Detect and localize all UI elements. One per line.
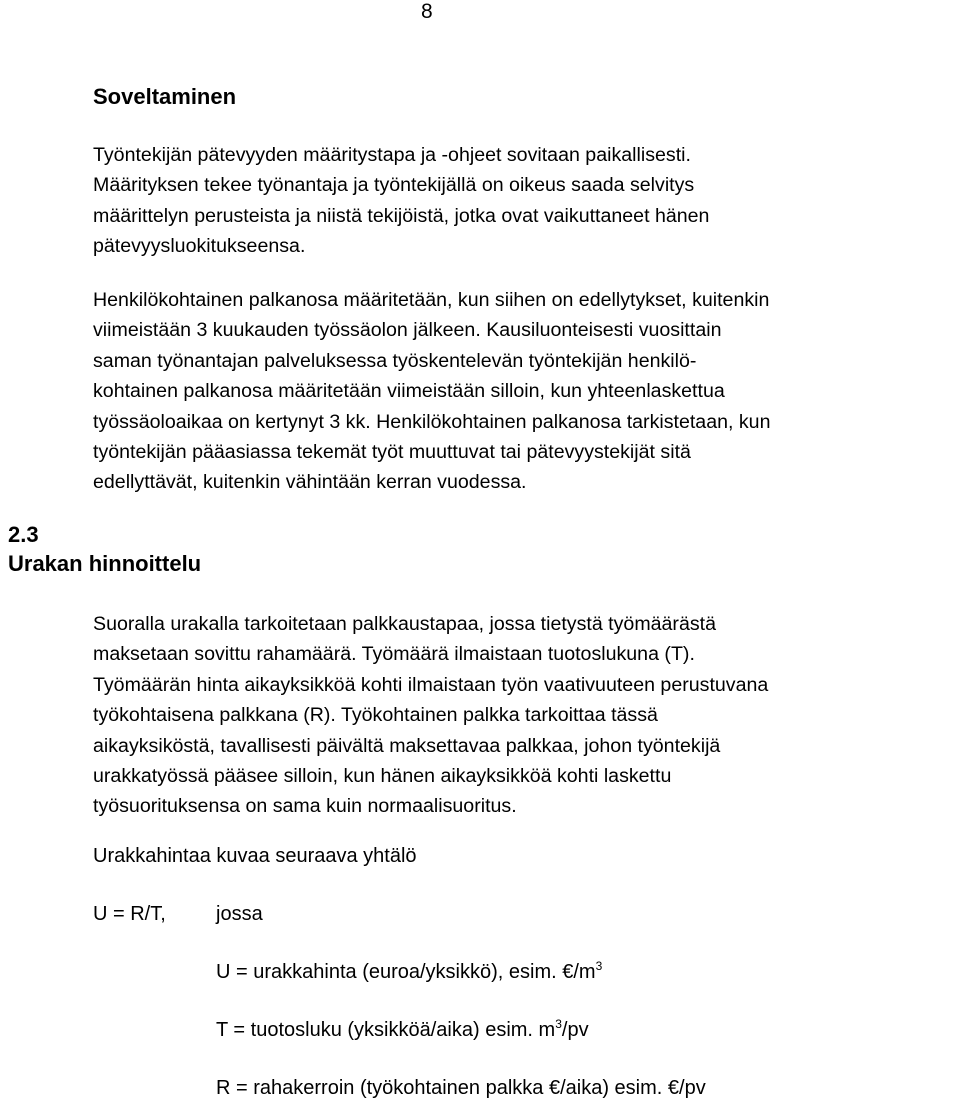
superscript: 3	[555, 1017, 562, 1031]
definition-t	[216, 1019, 589, 1042]
section-title: Urakan hinnoittelu	[8, 551, 202, 576]
text-line: työkohtaisena palkkana (R). Työkohtainen palkka tarkoittaa tässä	[93, 704, 658, 727]
formula: U = R/T,	[93, 903, 166, 925]
text-line: työssäoloaikaa on kertynyt 3 kk. Henkilökohtainen palkanosa tarkistetaan, kun	[93, 410, 771, 433]
text-line: aikayksiköstä, tavallisesti päivältä maksettavaa palkkaa, johon työntekijä	[93, 734, 721, 757]
definition-r: R = rahakerroin (työkohtainen palkka €/aika) esim. €/pv	[216, 1077, 706, 1099]
text-line: työsuorituksensa on sama kuin normaalisuoritus.	[93, 795, 517, 818]
text-line: Määrityksen tekee työnantaja ja työntekijällä on oikeus saada selvitys	[93, 174, 695, 197]
text-line: saman työnantajan palveluksessa työskentelevän työntekijän henkilö-	[93, 349, 697, 372]
paragraph-maaritys	[93, 140, 709, 262]
text-line: Työmäärän hinta aikayksikköä kohti ilmaistaan työn vaativuuteen perustuvana	[93, 673, 769, 696]
text-line: viimeistään 3 kuukauden työssäolon jälkeen. Kausiluonteisesti vuosittain	[93, 319, 722, 342]
formula-intro: Urakkahintaa kuvaa seuraava yhtälö	[93, 845, 417, 867]
formula-suffix: jossa	[216, 903, 263, 925]
paragraph-suora-urakka	[93, 609, 768, 822]
text-line: edellyttävät, kuitenkin vähintään kerran vuodessa.	[93, 471, 527, 494]
text-line: Työntekijän pätevyyden määritystapa ja -ohjeet sovitaan paikallisesti.	[93, 144, 691, 166]
text-line: pätevyysluokitukseensa.	[93, 235, 306, 258]
text-line: maksetaan sovittu rahamäärä. Työmäärä ilmaistaan tuotoslukuna (T).	[93, 643, 695, 666]
text-line: työntekijän pääasiassa tekemät työt muuttuvat tai pätevyystekijät sitä	[93, 441, 691, 464]
text-line: määrittelyn perusteista ja niistä tekijöistä, jotka ovat vaikuttaneet hänen	[93, 204, 710, 227]
text-line: urakkatyössä pääsee silloin, kun hänen aikayksikköä kohti laskettu	[93, 765, 672, 788]
text-line: kohtainen palkanosa määritetään viimeistään silloin, kun yhteenlaskettua	[93, 380, 725, 403]
text-line: Henkilökohtainen palkanosa määritetään, kun siihen on edellytykset, kuitenkin	[93, 289, 770, 311]
page-number: 8	[421, 0, 433, 23]
definition-text: U = urakkahinta (euroa/yksikkö), esim. €/m	[216, 961, 596, 983]
superscript: 3	[595, 959, 603, 973]
paragraph-henkilokohtainen	[93, 285, 770, 498]
definition-text: /pv	[561, 1019, 589, 1041]
definition-text: T = tuotosluku (yksikköä/aika) esim. m	[216, 1019, 556, 1041]
definition-u	[216, 961, 602, 984]
section-number: 2.3	[8, 522, 39, 547]
text-line: Suoralla urakalla tarkoitetaan palkkaustapaa, jossa tietystä työmäärästä	[93, 613, 716, 635]
section-heading-soveltaminen: Soveltaminen	[93, 84, 237, 109]
